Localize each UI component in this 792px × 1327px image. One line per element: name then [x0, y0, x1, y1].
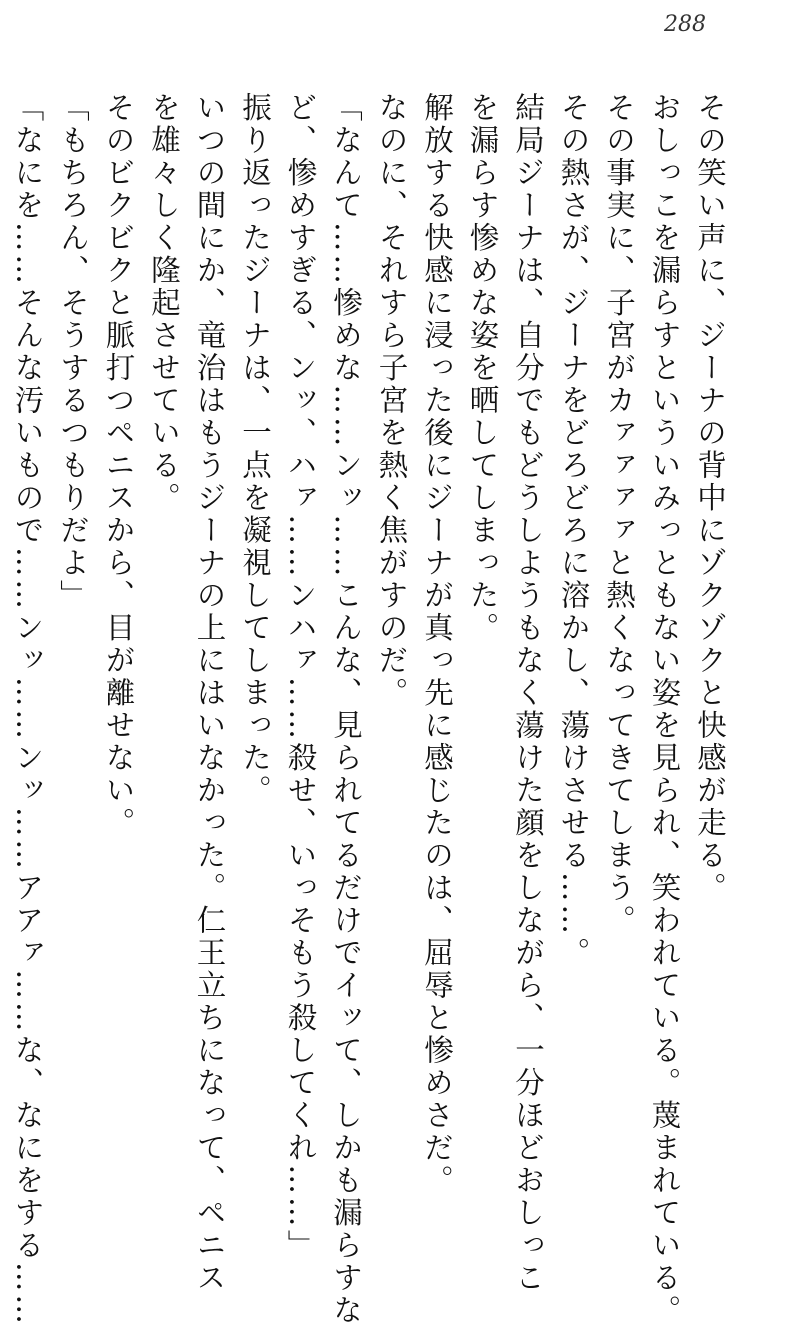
text-line: ど、惨めすぎる、ンッ、ハァ……ンハァ……殺せ、いっそもう殺してくれ……」 [283, 92, 318, 1262]
text-line: 結局ジーナは、自分でもどうしようもなく蕩けた顔をしながら、一分ほどおしっこ [511, 92, 545, 1295]
text-line: 振り返ったジーナは、一点を凝視してしまった。 [238, 92, 272, 807]
text-line: なのに、それすら子宮を熱く焦がすのだ。 [374, 92, 409, 710]
text-line: そのビクビクと脈打つペニスから、目が離せない。 [101, 92, 136, 840]
text-line: を雄々しく隆起させている。 [147, 92, 181, 515]
text-line: その事実に、子宮がカァァァァと熱くなってきてしまう。 [602, 92, 636, 937]
text-line: 「なにを……そんな汚いもので……ンッ……ンッ……アアァ……な、なにをする…… [10, 92, 45, 1327]
text-line: その熱さが、ジーナをどろどろに溶かし、蕩けさせる……。 [556, 92, 591, 970]
text-line: その笑い声に、ジーナの背中にゾクゾクと快感が走る。 [693, 92, 727, 905]
text-line: 「もちろん、そうするつもりだよ」 [56, 92, 90, 612]
text-line: 「なんて……惨めな……ンッ……こんな、見られてるだけでイッて、しかも漏らすな [329, 92, 363, 1327]
page-number: 288 [664, 12, 706, 37]
text-line: いつの間にか、竜治はもうジーナの上にはいなかった。仁王立ちになって、ペニス [192, 92, 227, 1295]
vertical-body-text [0, 92, 732, 1327]
text-line: を漏らす惨めな姿を晒してしまった。 [465, 92, 500, 645]
text-line: 解放する快感に浸った後にジーナが真っ先に感じたのは、屈辱と惨めさだ。 [420, 92, 454, 1197]
text-line: おしっこを漏らすといういみっともない姿を見られ、笑われている。蔑まれている。 [647, 92, 682, 1327]
